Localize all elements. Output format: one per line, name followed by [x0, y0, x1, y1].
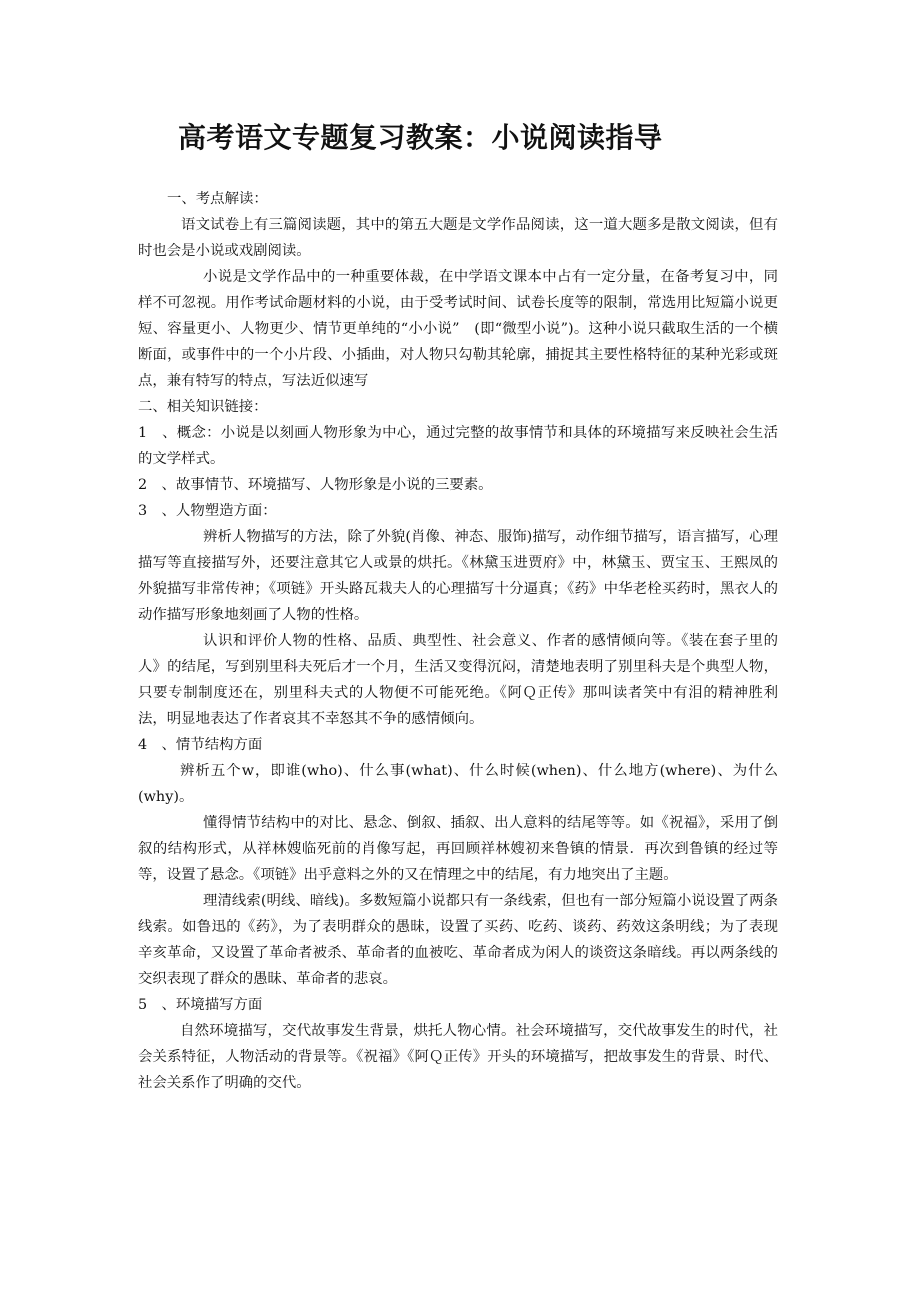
list-item-4: 4 、情节结构方面: [138, 737, 263, 753]
paragraph-6: 懂得情节结构中的对比、悬念、倒叙、插叙、出人意料的结尾等等。如《祝福》，采用了倒叙的结构形式，从祥林嫂临死前的肖像写起，再回顾祥林嫂初来鲁镇的情景．再次到鲁镇的经过等等，设置了悬念。《项链》出乎意料之外的又在情理之中的结尾，有力地突出了主题。: [138, 815, 778, 883]
paragraph-7: 理清线索(明线、暗线)。多数短篇小说都只有一条线索，但也有一部分短篇小说设置了两条线索。如鲁迅的《药》，为了表明群众的愚昧，设置了买药、吃药、谈药、药效这条明线；为了表现辛亥革命，又设置了革命者被杀、革命者的血被吃、革命者成为闲人的谈资这条暗线。再以两条线的交织表现了群众的愚昧、革命者的悲哀。: [138, 893, 778, 987]
list-item-5: 5 、环境描写方面: [138, 997, 263, 1013]
paragraph-8: 自然环境描写，交代故事发生背景，烘托人物心情。社会环境描写，交代故事发生的时代，社会关系特征，人物活动的背景等。《祝福》《阿Ｑ正传》开头的环境描写，把故事发生的背景、时代、社会关系作了明确的交代。: [138, 1023, 778, 1091]
paragraph-5: 辨析五个w，即谁(who)、什么事(what)、什么时候(when)、什么地方(where)、为什么(why)。: [138, 763, 778, 805]
paragraph-4: 认识和评价人物的性格、品质、典型性、社会意义、作者的感情倾向等。《装在套子里的人》的结尾，写到别里科夫死后才一个月，生活又变得沉闷，清楚地表明了别里科夫是个典型人物，只要专制制度还在，别里科夫式的人物便不可能死绝。《阿Ｑ正传》那叫读者笑中有泪的精神胜利法，明显地表达了作者哀其不幸怒其不争的感情倾向。: [138, 633, 778, 727]
paragraph-3: 辨析人物描写的方法，除了外貌(肖像、神态、服饰)描写，动作细节描写，语言描写，心理描写等直接描写外，还要注意其它人或景的烘托。《林黛玉进贾府》中，林黛玉、贾宝玉、王熙凤的外貌描写非常传神；《项链》开头路瓦栽夫人的心理描写十分逼真；《药》中华老栓买药时，黑衣人的动作描写形象地刻画了人物的性格。: [138, 529, 778, 623]
paragraph-2: 小说是文学作品中的一种重要体裁，在中学语文课本中占有一定分量，在备考复习中，同样不可忽视。用作考试命题材料的小说，由于受考试时间、试卷长度等的限制，常选用比短篇小说更短、容量更小、人物更少、情节更单纯的“小小说” (即“微型小说”)。这种小说只截取生活的一个横断面，或事件中的一个小片段、小插曲，对人物只勾勒其轮廓，捕捉其主要性格特征的某种光彩或斑点，兼有特写的特点，写法近似速写: [138, 269, 778, 389]
paragraph-1: 语文试卷上有三篇阅读题，其中的第五大题是文学作品阅读，这一道大题多是散文阅读，但有时也会是小说或戏剧阅读。: [138, 217, 778, 259]
list-item-1: 1 、概念：小说是以刻画人物形象为中心，通过完整的故事情节和具体的环境描写来反映社会生活的文学样式。: [138, 425, 778, 467]
document-title: 高考语文专题复习教案：小说阅读指导: [178, 121, 663, 154]
list-item-3: 3 、人物塑造方面：: [138, 503, 277, 519]
section-1-heading: 一、考点解读：: [167, 191, 268, 207]
list-item-2: 2 、故事情节、环境描写、人物形象是小说的三要素。: [138, 477, 493, 493]
document-body: [138, 186, 778, 1096]
section-2-heading: 二、相关知识链接：: [138, 399, 268, 415]
